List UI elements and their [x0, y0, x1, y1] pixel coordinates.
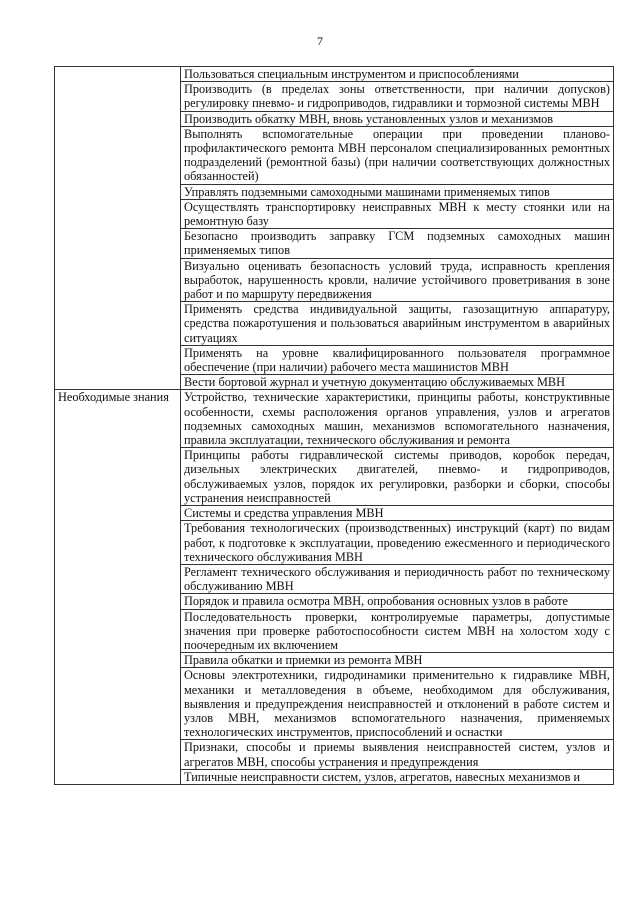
table-cell: Регламент технического обслуживания и периодичность работ по техническому обслуживанию МВН [181, 564, 614, 593]
table-cell: Устройство, технические характеристики, принципы работы, конструктивные особенности, схемы расположения органов управления, узлов и агрегатов подземных самоходных машин, механизмов вспомогательного назначения, правила эксплуатации, технического обслуживания и ремонта [181, 390, 614, 448]
knowledge-group-label: Необходимые знания [55, 390, 181, 784]
table-cell: Признаки, способы и приемы выявления неисправностей систем, узлов и агрегатов МВН, способы устранения и предупреждения [181, 740, 614, 769]
table-cell: Применять на уровне квалифицированного пользователя программное обеспечение (при наличии) рабочего места машинистов МВН [181, 345, 614, 374]
table-cell: Принципы работы гидравлической системы приводов, коробок передач, дизельных электрических двигателей, пневмо- и гидроприводов, обслуживаемых узлов, порядок их регулировки, разборки и сборки, способы устранения неисправностей [181, 448, 614, 506]
table-cell: Производить (в пределах зоны ответственности, при наличии допусков) регулировку пневмо- и гидроприводов, гидравлики и тормозной системы МВН [181, 82, 614, 111]
requirements-table [54, 66, 614, 785]
table-cell: Типичные неисправности систем, узлов, агрегатов, навесных механизмов и [181, 769, 614, 784]
table-cell: Порядок и правила осмотра МВН, опробования основных узлов в работе [181, 594, 614, 609]
table-cell: Производить обкатку МВН, вновь установленных узлов и механизмов [181, 111, 614, 126]
table-cell: Последовательность проверки, контролируемые параметры, допустимые значения при проверке работоспособности систем МВН на холостом ходу с поочередным их включением [181, 609, 614, 653]
page-number: 7 [317, 34, 323, 48]
skills-group-label [55, 67, 181, 390]
table-cell: Визуально оценивать безопасность условий труда, исправность крепления выработок, нарушенность кровли, наличие устойчивого проветривания в зоне работ и по маршруту передвижения [181, 258, 614, 302]
table-cell: Безопасно производить заправку ГСМ подземных самоходных машин применяемых типов [181, 229, 614, 258]
table-cell: Вести бортовой журнал и учетную документацию обслуживаемых МВН [181, 375, 614, 390]
table-cell: Основы электротехники, гидродинамики применительно к гидравлике МВН, механики и металловедения в объеме, необходимом для обслуживания, выявления и предупреждения неисправностей и отклонений в работе систем и узлов МВН, механизмов вспомогательного назначения, применяемых технологических инструментов, приспособлений и оснастки [181, 668, 614, 740]
table-row [55, 67, 614, 82]
table-cell: Выполнять вспомогательные операции при проведении планово-профилактического ремонта МВН персоналом специализированных ремонтных подразделений (ремонтной базы) (при наличии соответствующих должностных обязанностей) [181, 126, 614, 184]
table-cell: Правила обкатки и приемки из ремонта МВН [181, 653, 614, 668]
table-cell: Применять средства индивидуальной защиты, газозащитную аппаратуру, средства пожаротушения и пользоваться аварийным инструментом в аварийных ситуациях [181, 302, 614, 346]
table-row [55, 390, 614, 448]
table-cell: Требования технологических (производственных) инструкций (карт) по видам работ, к подготовке к эксплуатации, проведению ежесменного и периодического технического обслуживания МВН [181, 521, 614, 565]
table-cell: Осуществлять транспортировку неисправных МВН к месту стоянки или на ремонтную базу [181, 199, 614, 228]
table-cell: Пользоваться специальным инструментом и приспособлениями [181, 67, 614, 82]
table-cell: Системы и средства управления МВН [181, 506, 614, 521]
table-cell: Управлять подземными самоходными машинами применяемых типов [181, 184, 614, 199]
